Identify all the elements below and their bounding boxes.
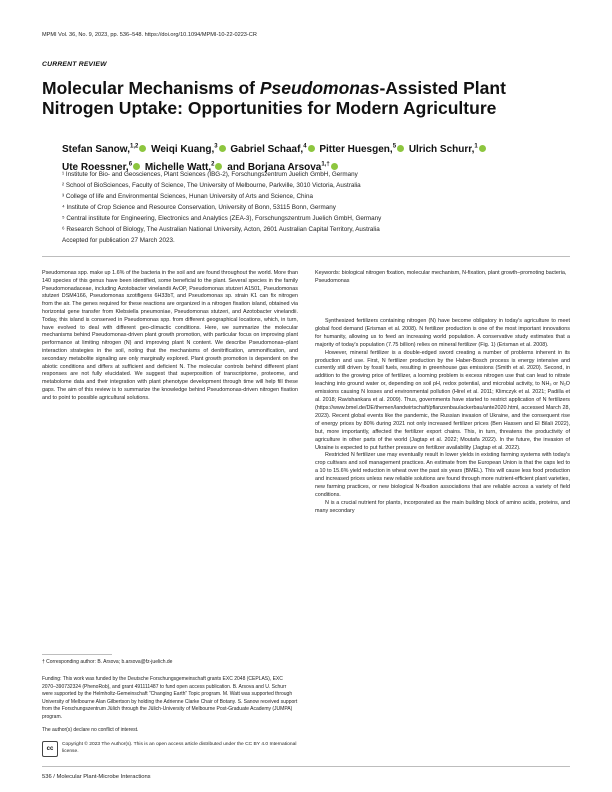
author	[230, 144, 316, 155]
license-text: Copyright © 2023 The Author(s). This is an open access article distributed under the CC BY 4.0 International license.	[62, 742, 297, 754]
author-name: Weiqi Kuang,	[151, 144, 215, 156]
author-affiliation-marker: 6	[128, 161, 133, 168]
body-paragraph: However, mineral fertilizer is a double-edged sword creating a number of problems inherent in its production and use. First, N fertilizer production by the Haber-Bosch process is energy intensive and currently still driven by fossil fuels, resulting in greenhouse gas emissions (Smith et al. 2020). Second, in addition to the growing price of fertilizer, a looming problem is excess nitrogen use that can lead to nitrate leaching into ground water or, depending on soil pH, redox potential, and microbial activity, to NH₃ or N₂O emissions causing N losses and environmental pollution (Hirel et al. 2011; Klimczyk et al. 2021; Padilla et al. 2018; Ravishankara et al. 2009). Thus, governments have started to restrict application of N fertilizers (https://www.bmel.de/DE/themen/landwirtschaft/pflanzenbau/ackerbau/ante2020.html, accessed March 28, 2023). Recent global events like the pandemic, the Russian invasion of Ukraine, and the consequent rise of energy prices by 80% during 2021 not only increased fertilizer prices (Ben Hassen and El Bilali 2022), but, more importantly, affected the fertilizer export chains. This, in turn, threatens the productivity of agriculture in other parts of the world (Jagtap et al. 2022; Moutafa 2022). In the future, the invasion of Ukraine is expected to put further pressure on fertilizer availability (Jagtap et al. 2022).	[315, 349, 570, 451]
affiliation-list	[62, 169, 562, 235]
journal-citation-header: MPMI Vol. 36, No. 9, 2023, pp. 536–548. https://doi.org/10.1094/MPMI-10-22-0223-CR	[42, 32, 257, 38]
title-part-1: Molecular Mechanisms of	[42, 78, 260, 98]
author-name: Michelle Watt,	[144, 161, 212, 173]
footnote-divider	[42, 654, 112, 655]
author-name: Ute Roessner,	[62, 161, 129, 173]
affiliation: ⁵ Central institute for Engineering, Electronics and Analytics (ZEA-3), Forschungszentrum Juelich GmbH, Germany	[62, 215, 382, 222]
keywords-block	[315, 270, 570, 286]
title-italic-genus: Pseudomonas	[259, 78, 380, 98]
corresponding-author-note: † Corresponding author: B. Arsova; b.arsova@fz-juelich.de	[42, 659, 173, 665]
affiliation: ¹ Institute for Bio- and Geosciences, Plant Sciences (IBG-2), Forschungszentrum Juelich GmbH, Germany	[62, 171, 358, 178]
author-affiliation-marker: 1,†	[321, 161, 330, 168]
author-name: Gabriel Schaaf,	[230, 144, 304, 156]
keywords: Keywords: biological nitrogen fixation, molecular mechanism, N-fixation, plant growth–promoting bacteria, Pseudomonas	[315, 270, 567, 284]
page-footer: 536 / Molecular Plant-Microbe Interactions	[42, 774, 151, 780]
author-name: Pitter Huesgen,	[319, 144, 393, 156]
funding-note: Funding: This work was funded by the Deutsche Forschungsgemeinschaft grants EXC 2048 (CEPLAS), EXC 2070–390732324 (PhenoRob), and grant 491111487 to fund open access publication. B. Arsova and U. Schurr were supported by the Helmholtz-Gemeinschaft “Changing Earth” Topic program. M. Watt was supported through University of Melbourne Alan Gilbertson by holding the Adrienne Clarke Chair of Botany. S. Sanow received support from the Forschungszentrum Jülich through the Jülich-University of Melbourne Post-Graduate Academy (JUMPA) program.	[42, 676, 298, 720]
footer-divider	[42, 766, 570, 767]
body-paragraph: N is a crucial nutrient for plants, incorporated as the main building block of amino acids, proteins, and many secondary	[315, 499, 570, 514]
conflict-note: The author(s) declare no conflict of interest.	[42, 727, 139, 733]
author-affiliation-marker: 4	[303, 144, 307, 150]
title-part-2: -Assisted Plant Nitrogen Uptake: Opportunities for Modern Agriculture	[42, 78, 506, 118]
author-name: and Borjana Arsova	[227, 161, 322, 173]
orcid-icon[interactable]	[308, 145, 315, 152]
author	[409, 144, 488, 155]
affiliation: ⁴ Institute of Crop Science and Resource Conservation, University of Bonn, 53115 Bonn, Germany	[62, 204, 336, 211]
orcid-icon[interactable]	[397, 145, 404, 152]
cc-license-icon: cc	[42, 741, 58, 757]
article-title	[42, 78, 562, 118]
author	[62, 144, 148, 155]
accepted-date: Accepted for publication 27 March 2023.	[62, 237, 175, 244]
body-paragraph: Restricted N fertilizer use may eventually result in lower yields in existing farming systems with today's crop cultivars and soil management practices. An estimate from the European Union is that the caps led to a 10 to 15.6% yield reduction in wheat over the past six years (BMEL). This will cause less food production and increased prices unless new reliable solutions are found through more nutrient-efficient plant varieties, new farming practices, or new biological N-fixation associations that are reliable across a variety of field conditions.	[315, 452, 570, 498]
author-affiliation-marker: 3	[214, 144, 218, 150]
author-affiliation-marker: 5	[392, 144, 397, 150]
author	[151, 144, 228, 155]
section-label: CURRENT REVIEW	[42, 61, 107, 68]
affiliation: ³ College of life and Environmental Sciences, Hunan University of Arts and Science, China	[62, 193, 313, 200]
orcid-icon[interactable]	[479, 145, 486, 152]
author	[319, 144, 406, 155]
orcid-icon[interactable]	[139, 145, 146, 152]
abstract-column	[42, 270, 298, 642]
body-text-column	[315, 318, 570, 738]
orcid-icon[interactable]	[219, 145, 226, 152]
author-affiliation-marker: 2	[211, 161, 215, 168]
author-affiliation-marker: 1	[474, 144, 478, 150]
author-name: Ulrich Schurr,	[408, 144, 475, 156]
divider	[42, 256, 570, 257]
body-paragraph: Synthesized fertilizers containing nitrogen (N) have become obligatory in today's agriculture to meet global food demand (Erisman et al. 2008). N fertilizer production is one of the most important innovations for humanity, allowing us to feed an increasing world population. A conservative study estimates that a majority of today's population (7.75 billion) relies on mineral fertilizer (Fig. 1) (Erisman et al. 2008).	[315, 318, 570, 348]
affiliation: ² School of BioSciences, Faculty of Science, The University of Melbourne, Parkville, 3010 Victoria, Australia	[62, 182, 361, 189]
abstract-text: Pseudomonas spp. make up 1.6% of the bacteria in the soil and are found throughout the world. More than 140 species of this genus have been identified, some beneficial to the plant. Several species in the family Pseudomonadaceae, including Azotobacter vinelandii AvOP, Pseudomonas stutzeri A1501, Pseudomonas stutzeri DSM4166, Pseudomonas szotifigens 6H33bT, and Pseudomonas sp. strain K1 can fix nitrogen from the air. The genes required for these reactions are organized in a nitrogen fixation island, obtained via horizontal gene transfer from Klebsiella pneumoniae, Pseudomonas stutzeri, and Azotobacter vinelandii. Today, this island is conserved in Pseudomonas spp. from different geographical locations, which, in turn, have evolved to deal with different geo-climactic conditions. Here, we summarize the molecular mechanisms behind Pseudomonas-driven plant growth promotion, with particular focus on improving plant performance at limiting nitrogen (N) and improving plant N content. We describe Pseudomonas–plant interaction strategies in the soil, noting that the mechanisms of denitrification, ammonification, and secondary metabolite signaling are only marginally explored. Plant growth promotion is dependent on the abiotic conditions and differs at sufficient and deficient N. The molecular controls behind different plant responses are not fully elucidated. We suggest that superposition of transcriptome, proteome, and metabolome data and their integration with plant phenotype development through time will help fill these gaps. The aim of this review is to summarize the knowledge behind Pseudomonas-driven nitrogen fixation and to point to possible agricultural solutions.	[42, 270, 298, 401]
author-affiliation-marker: 1,2	[129, 144, 139, 150]
author-name: Stefan Sanow,	[62, 144, 130, 156]
affiliation: ⁶ Research School of Biology, The Australian National University, Acton, 2601 Australian Capital Territory, Australia	[62, 226, 380, 233]
